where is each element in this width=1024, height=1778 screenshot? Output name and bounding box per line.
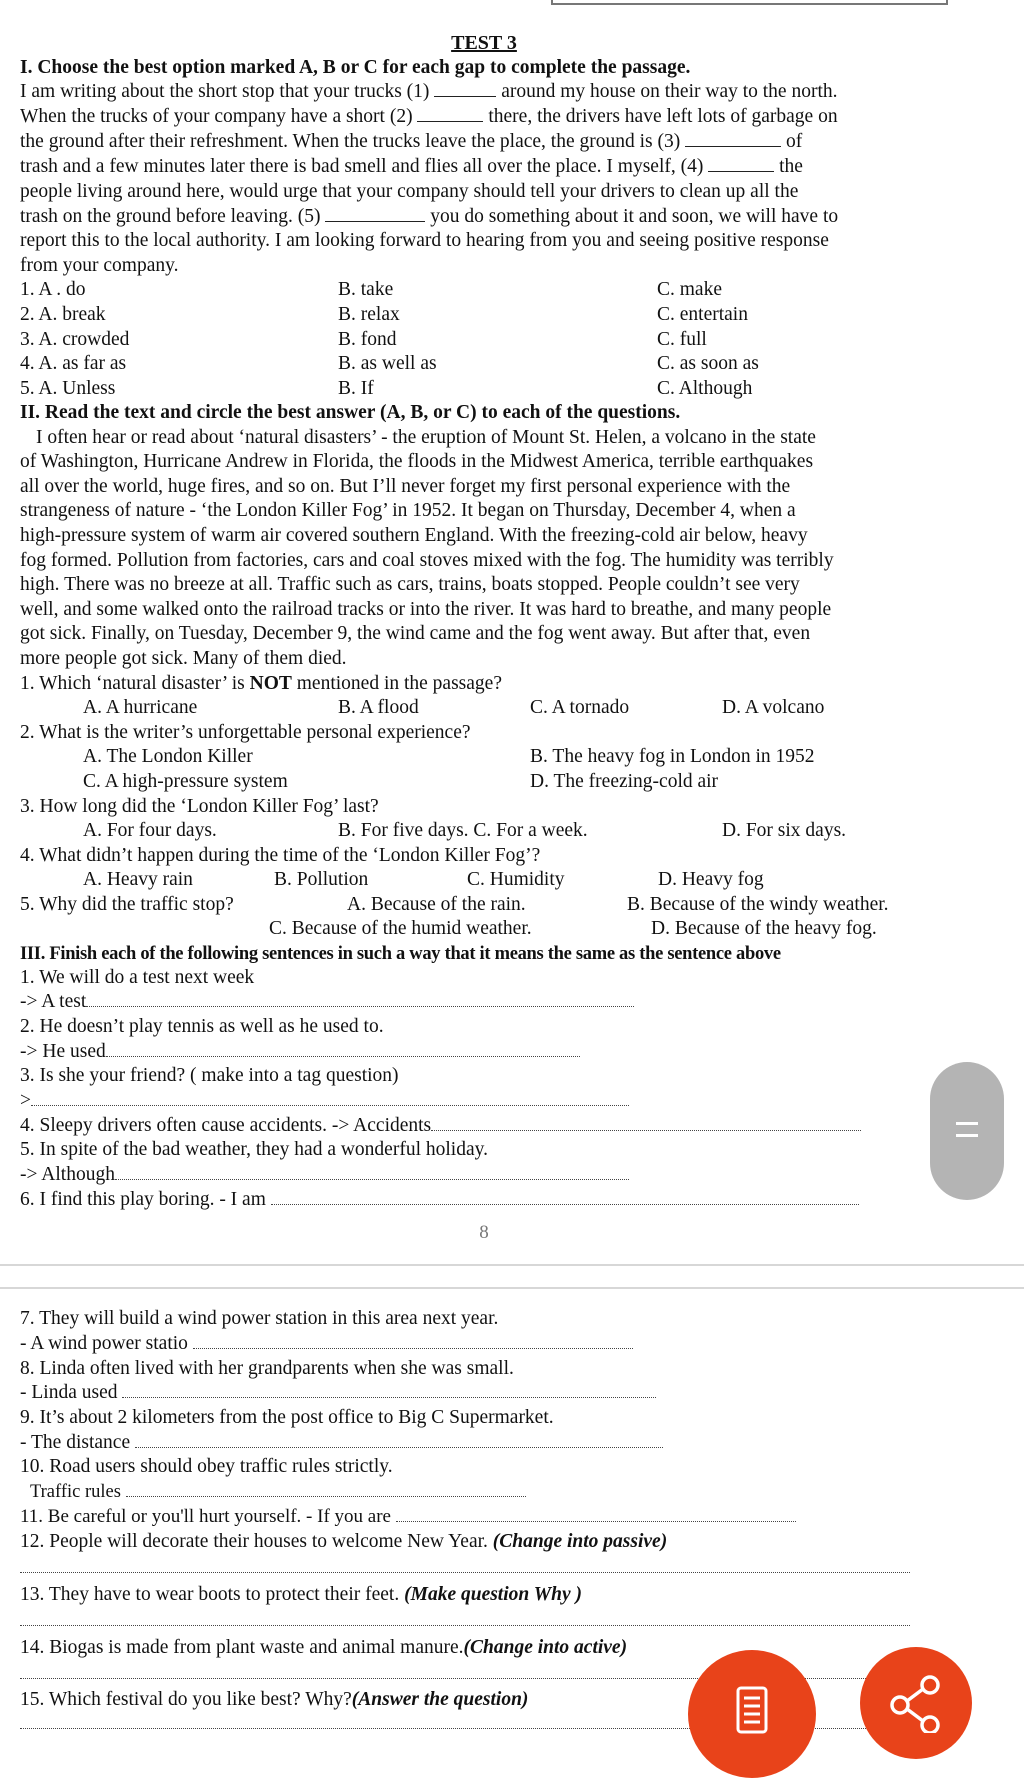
p2-q2-option-c[interactable]: C. A high-pressure system: [83, 771, 288, 792]
p2-q4-option-d[interactable]: D. Heavy fog: [658, 869, 764, 890]
page-number: 8: [479, 1222, 489, 1243]
p3-q12-answer[interactable]: [20, 1556, 910, 1580]
part2-passage-line-10: more people got sick. Many of them died.: [20, 648, 347, 669]
q2-option-c[interactable]: C. entertain: [657, 304, 748, 325]
q5-option-a[interactable]: 5. A. Unless: [20, 378, 116, 399]
p2-q1-option-c[interactable]: C. A tornado: [530, 697, 630, 718]
part1-passage-line-4: trash and a few minutes later there is bad smell and flies all over the place. I myself, (4) the: [20, 156, 803, 177]
page-divider-top: [0, 1264, 1024, 1266]
p3-q3: 3. Is she your friend? ( make into a tag question): [20, 1065, 399, 1086]
part2-question-1: 1. Which ‘natural disaster’ is NOT mentioned in the passage?: [20, 673, 502, 694]
p3-q1-answer[interactable]: -> A test: [20, 990, 634, 1014]
p2-q3-option-bc[interactable]: B. For five days. C. For a week.: [338, 820, 588, 841]
p2-q1-option-b[interactable]: B. A flood: [338, 697, 419, 718]
part2-passage-line-5: high-pressure system of warm air covered southern England. With the freezing-cold air below, heavy: [20, 525, 808, 546]
part2-question-2: 2. What is the writer’s unforgettable personal experience?: [20, 722, 471, 743]
q1-option-a[interactable]: 1. A . do: [20, 279, 86, 300]
top-scrollbar-edge: [551, 0, 948, 5]
page-title: TEST 3: [451, 32, 517, 54]
part3-heading: III. Finish each of the following sentences in such a way that it means the same as the sentence above: [20, 944, 781, 964]
p3-q5-answer[interactable]: -> Although: [20, 1163, 629, 1187]
p2-q5-option-a[interactable]: A. Because of the rain.: [347, 894, 526, 915]
p3-q5: 5. In spite of the bad weather, they had a wonderful holiday.: [20, 1139, 488, 1160]
part2-question-4: 4. What didn’t happen during the time of the ‘London Killer Fog’?: [20, 845, 541, 866]
p2-q3-option-a[interactable]: A. For four days.: [83, 820, 217, 841]
part2-passage-line-9: got sick. Finally, on Tuesday, December 9, the wind came and the fog went away. But after that, even: [20, 623, 811, 644]
q2-option-a[interactable]: 2. A. break: [20, 304, 106, 325]
part1-passage-line-5: people living around here, would urge that your company should tell your drivers to clean up all the: [20, 181, 799, 202]
p3-q15: 15. Which festival do you like best? Why?(Answer the question): [20, 1689, 529, 1710]
p2-q1-option-d[interactable]: D. A volcano: [722, 697, 825, 718]
p3-q13: 13. They have to wear boots to protect their feet. (Make question Why ): [20, 1584, 582, 1605]
q1-option-b[interactable]: B. take: [338, 279, 394, 300]
q3-option-a[interactable]: 3. A. crowded: [20, 329, 130, 350]
p2-q4-option-a[interactable]: A. Heavy rain: [83, 869, 193, 890]
q4-option-c[interactable]: C. as soon as: [657, 353, 759, 374]
q5-option-b[interactable]: B. If: [338, 378, 374, 399]
p2-q3-option-d[interactable]: D. For six days.: [722, 820, 847, 841]
q3-option-c[interactable]: C. full: [657, 329, 707, 350]
p3-q11[interactable]: 11. Be careful or you'll hurt yourself. - If you are: [20, 1505, 796, 1529]
part1-passage-line-7: report this to the local authority. I am looking forward to hearing from you and seeing positive response: [20, 230, 829, 251]
p3-q9-answer[interactable]: - The distance: [20, 1431, 663, 1455]
q1-option-c[interactable]: C. make: [657, 279, 722, 300]
part2-question-3: 3. How long did the ‘London Killer Fog’ last?: [20, 796, 379, 817]
part1-passage-line-1: I am writing about the short stop that your trucks (1) around my house on their way to the north.: [20, 81, 838, 102]
p2-q4-option-b[interactable]: B. Pollution: [274, 869, 369, 890]
page-divider-bottom: [0, 1287, 1024, 1289]
p3-q1: 1. We will do a test next week: [20, 967, 255, 988]
p3-q2: 2. He doesn’t play tennis as well as he used to.: [20, 1016, 384, 1037]
scroll-handle[interactable]: [930, 1062, 1004, 1200]
p2-q5-option-b[interactable]: B. Because of the windy weather.: [627, 894, 889, 915]
share-icon: [860, 1647, 972, 1733]
p3-q6[interactable]: 6. I find this play boring. - I am: [20, 1188, 859, 1212]
p3-q9: 9. It’s about 2 kilometers from the post office to Big C Supermarket.: [20, 1407, 554, 1428]
part2-passage-line-4: strangeness of nature - ‘the London Killer Fog’ in 1952. It began on Thursday, December 4, when a: [20, 500, 796, 521]
part1-passage-line-2: When the trucks of your company have a short (2) there, the drivers have left lots of garbage on: [20, 106, 838, 127]
p3-q8-answer[interactable]: - Linda used: [20, 1381, 656, 1405]
part1-passage-line-6: trash on the ground before leaving. (5) you do something about it and soon, we will have to: [20, 206, 839, 227]
part2-passage-line-7: high. There was no breeze at all. Traffic such as cars, trains, boats stopped. People couldn’t see very: [20, 574, 800, 595]
q5-option-c[interactable]: C. Although: [657, 378, 753, 399]
part2-passage-line-2: of Washington, Hurricane Andrew in Florida, the floods in the Midwest America, terrible earthquakes: [20, 451, 814, 472]
part2-question-5: 5. Why did the traffic stop?: [20, 894, 234, 915]
q4-option-b[interactable]: B. as well as: [338, 353, 437, 374]
p2-q5-option-c[interactable]: C. Because of the humid weather.: [269, 918, 532, 939]
p3-q7: 7. They will build a wind power station in this area next year.: [20, 1308, 499, 1329]
p3-q13-answer[interactable]: [20, 1609, 910, 1633]
p3-q10-answer[interactable]: Traffic rules: [30, 1480, 526, 1504]
p3-q10: 10. Road users should obey traffic rules strictly.: [20, 1456, 393, 1477]
document-menu-button[interactable]: [688, 1650, 816, 1778]
p3-q14: 14. Biogas is made from plant waste and animal manure.(Change into active): [20, 1637, 628, 1658]
p3-q3-answer[interactable]: >: [20, 1089, 629, 1113]
p2-q4-option-c[interactable]: C. Humidity: [467, 869, 565, 890]
p3-q8: 8. Linda often lived with her grandparents when she was small.: [20, 1358, 514, 1379]
p3-q7-answer[interactable]: - A wind power statio: [20, 1332, 633, 1356]
q2-option-b[interactable]: B. relax: [338, 304, 400, 325]
p3-q12: 12. People will decorate their houses to welcome New Year. (Change into passive): [20, 1531, 668, 1552]
part2-passage-line-6: fog formed. Pollution from factories, cars and coal stoves mixed with the fog. The humidity was terribly: [20, 550, 834, 571]
p3-q2-answer[interactable]: -> He used: [20, 1040, 580, 1064]
p2-q2-option-d[interactable]: D. The freezing-cold air: [530, 771, 719, 792]
part2-heading: II. Read the text and circle the best answer (A, B, or C) to each of the questions.: [20, 402, 681, 423]
q4-option-a[interactable]: 4. A. as far as: [20, 353, 127, 374]
share-button[interactable]: [860, 1647, 972, 1759]
p3-q4[interactable]: 4. Sleepy drivers often cause accidents. -> Accidents: [20, 1114, 861, 1138]
p2-q1-option-a[interactable]: A. A hurricane: [83, 697, 198, 718]
part2-passage-line-8: well, and some walked onto the railroad tracks or into the river. It was hard to breathe, and many people: [20, 599, 832, 620]
part1-passage-line-3: the ground after their refreshment. When the trucks leave the place, the ground is (3) of: [20, 131, 803, 152]
p2-q2-option-b[interactable]: B. The heavy fog in London in 1952: [530, 746, 815, 767]
p2-q5-option-d[interactable]: D. Because of the heavy fog.: [651, 918, 877, 939]
part2-passage-line-3: all over the world, huge fires, and so on. But I’ll never forget my first personal experience with the: [20, 476, 791, 497]
q3-option-b[interactable]: B. fond: [338, 329, 397, 350]
p2-q2-option-a[interactable]: A. The London Killer: [83, 746, 253, 767]
document-list-icon: [688, 1650, 816, 1734]
part2-passage-line-1: I often hear or read about ‘natural disasters’ - the eruption of Mount St. Helen, a volcano in the state: [36, 427, 816, 448]
part1-heading: I. Choose the best option marked A, B or C for each gap to complete the passage.: [20, 57, 691, 78]
part1-passage-line-8: from your company.: [20, 255, 179, 276]
